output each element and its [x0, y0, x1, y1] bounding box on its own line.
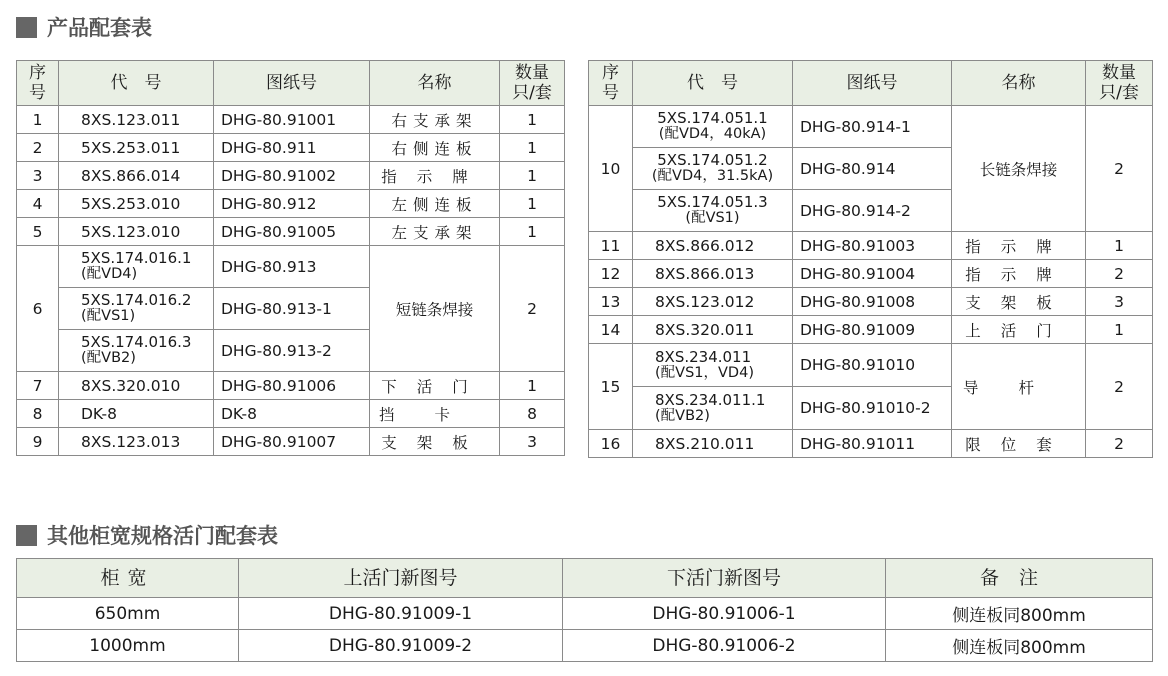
cell-lower-door: DHG-80.91006-2 [563, 630, 886, 662]
product-kit-table-left [16, 60, 565, 456]
table-row [17, 598, 1153, 630]
table-row [589, 106, 1153, 148]
cell-name: 挡卡 [370, 400, 500, 428]
cell-qty: 1 [1086, 316, 1153, 344]
cell-code: 8XS.123.011 [59, 106, 214, 134]
table-row [17, 372, 565, 400]
cell-code: 8XS.123.012 [633, 288, 793, 316]
cell-qty: 1 [500, 218, 565, 246]
cell-seq: 5 [17, 218, 59, 246]
cell-name: 指示牌 [952, 232, 1086, 260]
cell-drawing: DHG-80.913-2 [214, 330, 370, 372]
cell-cabinet-width: 650mm [17, 598, 239, 630]
header-remarks: 备注 [886, 559, 1153, 598]
table-row [589, 316, 1153, 344]
cell-drawing: DHG-80.912 [214, 190, 370, 218]
cell-seq: 10 [589, 106, 633, 232]
table-row [589, 288, 1153, 316]
header-qty: 数量 只/套 [500, 61, 565, 106]
cell-drawing: DHG-80.91010-2 [793, 387, 952, 430]
cell-seq: 2 [17, 134, 59, 162]
cell-qty: 2 [1086, 430, 1153, 458]
cell-drawing: DHG-80.91005 [214, 218, 370, 246]
cell-qty: 2 [500, 246, 565, 372]
header-seq: 序 号 [589, 61, 633, 106]
cell-drawing: DHG-80.913-1 [214, 288, 370, 330]
cell-name: 长链条焊接 [952, 106, 1086, 232]
cell-drawing: DHG-80.913 [214, 246, 370, 288]
cell-seq: 16 [589, 430, 633, 458]
cell-qty: 2 [1086, 260, 1153, 288]
cell-code: 8XS.210.011 [633, 430, 793, 458]
cell-lower-door: DHG-80.91006-1 [563, 598, 886, 630]
header-lower-door: 下活门新图号 [563, 559, 886, 598]
cell-seq: 1 [17, 106, 59, 134]
cell-drawing: DHG-80.914-1 [793, 106, 952, 148]
table-row [17, 246, 565, 288]
cell-upper-door: DHG-80.91009-1 [239, 598, 563, 630]
cell-drawing: DHG-80.91008 [793, 288, 952, 316]
cell-name: 限位套 [952, 430, 1086, 458]
table-row [589, 232, 1153, 260]
table-header-row [17, 559, 1153, 598]
cell-upper-door: DHG-80.91009-2 [239, 630, 563, 662]
cell-drawing: DHG-80.914-2 [793, 190, 952, 232]
cell-qty: 1 [500, 190, 565, 218]
cell-code: 5XS.174.051.2 (配VD4，31.5kA) [633, 148, 793, 190]
table-row [17, 106, 565, 134]
cell-name: 左支承架 [370, 218, 500, 246]
cell-name: 支架板 [952, 288, 1086, 316]
section-title-other-widths [16, 520, 278, 550]
cell-drawing: DHG-80.91009 [793, 316, 952, 344]
cell-code: 5XS.253.011 [59, 134, 214, 162]
cell-name: 指示牌 [952, 260, 1086, 288]
cell-seq: 15 [589, 344, 633, 430]
cell-qty: 1 [500, 372, 565, 400]
header-cabinet-width: 柜宽 [17, 559, 239, 598]
section-bullet-square [16, 525, 37, 546]
cell-code: 8XS.320.010 [59, 372, 214, 400]
cell-drawing: DHG-80.911 [214, 134, 370, 162]
table-header-row [17, 61, 565, 106]
cell-cabinet-width: 1000mm [17, 630, 239, 662]
section-title-product-kit [16, 12, 152, 42]
cell-drawing: DHG-80.91002 [214, 162, 370, 190]
cell-drawing: DHG-80.914 [793, 148, 952, 190]
cell-name: 右侧连板 [370, 134, 500, 162]
table-row [589, 260, 1153, 288]
header-code: 代 号 [633, 61, 793, 106]
cell-code: 8XS.234.011 (配VS1，VD4) [633, 344, 793, 387]
cell-seq: 8 [17, 400, 59, 428]
table-row [17, 134, 565, 162]
cell-code: DK-8 [59, 400, 214, 428]
cell-name: 支架板 [370, 428, 500, 456]
table-row [589, 430, 1153, 458]
cell-code: 8XS.866.013 [633, 260, 793, 288]
cell-seq: 12 [589, 260, 633, 288]
header-seq: 序 号 [17, 61, 59, 106]
header-code: 代 号 [59, 61, 214, 106]
cell-code: 8XS.866.012 [633, 232, 793, 260]
cell-code: 8XS.320.011 [633, 316, 793, 344]
table-row [17, 162, 565, 190]
cell-seq: 14 [589, 316, 633, 344]
section-title-text: 其他柜宽规格活门配套表 [47, 524, 278, 548]
cell-seq: 11 [589, 232, 633, 260]
cell-code: 5XS.123.010 [59, 218, 214, 246]
cell-seq: 9 [17, 428, 59, 456]
header-upper-door: 上活门新图号 [239, 559, 563, 598]
cell-code: 8XS.234.011.1 (配VB2) [633, 387, 793, 430]
cell-name: 导杆 [952, 344, 1086, 430]
header-drawing: 图纸号 [793, 61, 952, 106]
cell-qty: 3 [500, 428, 565, 456]
cell-seq: 6 [17, 246, 59, 372]
cell-name: 上活门 [952, 316, 1086, 344]
header-name: 名称 [370, 61, 500, 106]
cell-remarks: 侧连板同800mm [886, 630, 1153, 662]
cell-name: 下活门 [370, 372, 500, 400]
product-kit-table-right [588, 60, 1153, 458]
cell-code: 8XS.123.013 [59, 428, 214, 456]
cell-drawing: DK-8 [214, 400, 370, 428]
cell-code: 5XS.174.016.3 (配VB2) [59, 330, 214, 372]
section-bullet-square [16, 17, 37, 38]
cell-drawing: DHG-80.91004 [793, 260, 952, 288]
table-row [17, 400, 565, 428]
section-title-text: 产品配套表 [47, 16, 152, 40]
cell-drawing: DHG-80.91006 [214, 372, 370, 400]
table-header-row [589, 61, 1153, 106]
other-width-door-table [16, 558, 1153, 662]
cell-code: 5XS.253.010 [59, 190, 214, 218]
header-name: 名称 [952, 61, 1086, 106]
cell-seq: 13 [589, 288, 633, 316]
cell-name: 右支承架 [370, 106, 500, 134]
cell-qty: 2 [1086, 106, 1153, 232]
cell-code: 8XS.866.014 [59, 162, 214, 190]
cell-drawing: DHG-80.91001 [214, 106, 370, 134]
header-qty: 数量 只/套 [1086, 61, 1153, 106]
cell-drawing: DHG-80.91003 [793, 232, 952, 260]
cell-code: 5XS.174.016.2 (配VS1) [59, 288, 214, 330]
cell-qty: 1 [500, 134, 565, 162]
cell-drawing: DHG-80.91010 [793, 344, 952, 387]
cell-seq: 3 [17, 162, 59, 190]
cell-qty: 8 [500, 400, 565, 428]
cell-name: 短链条焊接 [370, 246, 500, 372]
table-row [17, 218, 565, 246]
cell-qty: 1 [500, 162, 565, 190]
cell-code: 5XS.174.051.3 (配VS1) [633, 190, 793, 232]
cell-name: 指示牌 [370, 162, 500, 190]
cell-code: 5XS.174.016.1 (配VD4) [59, 246, 214, 288]
cell-code: 5XS.174.051.1 (配VD4，40kA) [633, 106, 793, 148]
cell-drawing: DHG-80.91011 [793, 430, 952, 458]
cell-qty: 3 [1086, 288, 1153, 316]
table-row [17, 630, 1153, 662]
cell-name: 左侧连板 [370, 190, 500, 218]
cell-qty: 1 [500, 106, 565, 134]
cell-seq: 7 [17, 372, 59, 400]
table-row [17, 190, 565, 218]
cell-drawing: DHG-80.91007 [214, 428, 370, 456]
table-row [17, 428, 565, 456]
cell-remarks: 侧连板同800mm [886, 598, 1153, 630]
header-drawing: 图纸号 [214, 61, 370, 106]
cell-qty: 1 [1086, 232, 1153, 260]
cell-seq: 4 [17, 190, 59, 218]
table-row [589, 344, 1153, 387]
cell-qty: 2 [1086, 344, 1153, 430]
